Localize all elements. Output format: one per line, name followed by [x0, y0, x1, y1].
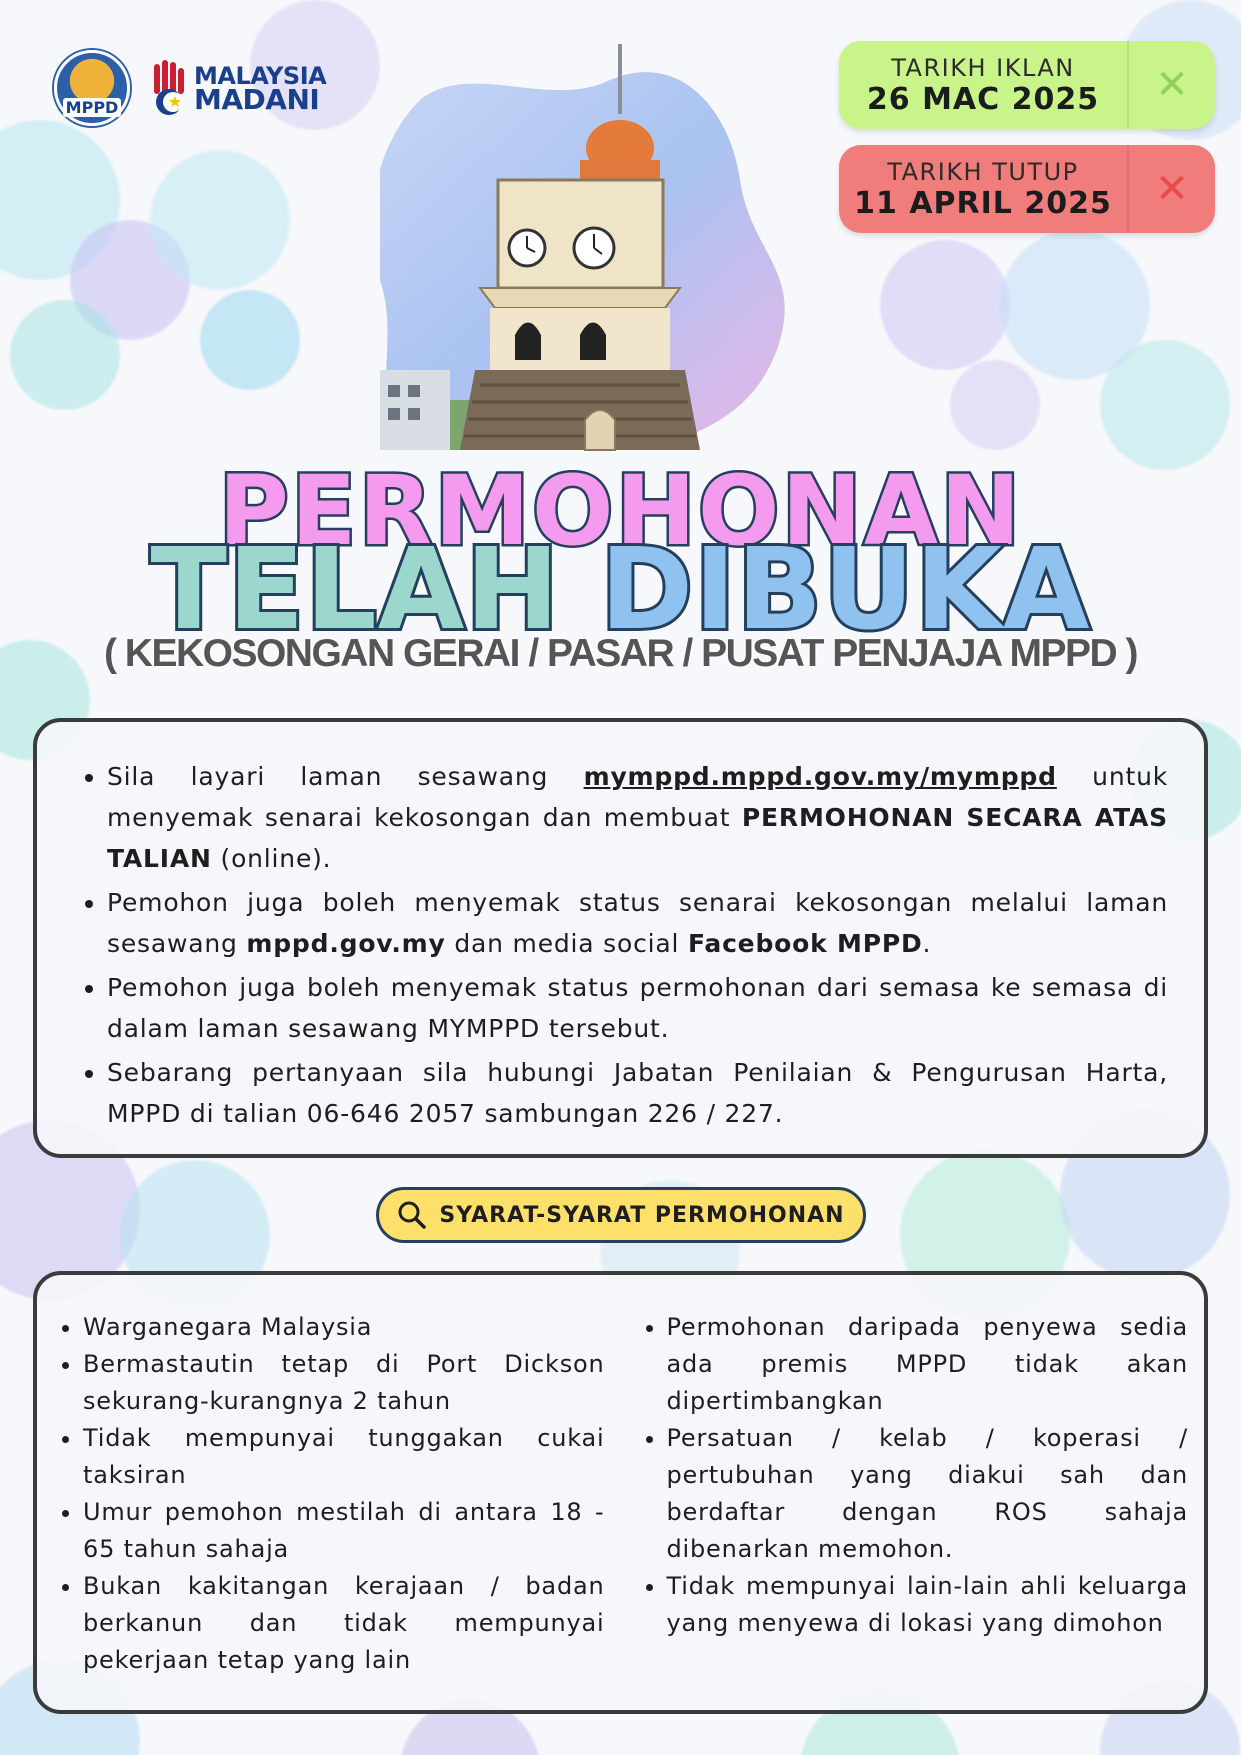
title-line1: PERMOHONAN [218, 455, 1023, 567]
requirement-item: • Persatuan / kelab / koperasi / pertubuhan yang diakui sah dan berdaftar dengan ROS sahaja dibenarkan memohon. [667, 1420, 1189, 1568]
requirement-item: • Tidak mempunyai tunggakan cukai taksiran [83, 1420, 605, 1494]
requirement-item: • Umur pemohon mestilah di antara 18 - 65 tahun sahaja [83, 1494, 605, 1568]
info-text: (online). [211, 844, 332, 873]
info-list [77, 756, 1168, 1134]
madani-mark-icon [150, 60, 188, 116]
search-icon [397, 1200, 427, 1230]
subtitle: ( KEKOSONGAN GERAI / PASAR / PUSAT PENJAJA MPPD ) [103, 632, 1138, 675]
advert-date-box [839, 41, 1215, 129]
info-item [107, 756, 1168, 879]
mppd-logo [54, 50, 130, 126]
madani-line2: MADANI [194, 83, 320, 116]
advert-date-label: TARIKH IKLAN [891, 53, 1075, 82]
requirements-panel [33, 1271, 1208, 1714]
info-item: • Sebarang pertanyaan sila hubungi Jabatan Penilaian & Pengurusan Harta, MPPD di talian 06-646 2057 sambungan 226 / 227. [107, 1052, 1168, 1134]
requirements-heading [376, 1187, 866, 1243]
madani-line1: MALAYSIA [194, 62, 327, 90]
close-icon: ✕ [1127, 145, 1215, 233]
clock-tower-image [380, 40, 880, 470]
title-line2-a: TELAH [150, 525, 561, 655]
requirement-item: • Tidak mempunyai lain-lain ahli keluarga yang menyewa di lokasi yang dimohon [667, 1568, 1189, 1642]
requirement-item: • Warganegara Malaysia [83, 1309, 605, 1346]
closing-date-value: 11 APRIL 2025 [854, 185, 1112, 221]
close-icon: ✕ [1127, 41, 1215, 129]
info-item: • Pemohon juga boleh menyemak status permohonan dari semasa ke semasa di dalam laman sesawang MYMPPD tersebut. [107, 967, 1168, 1049]
malaysia-madani-logo [150, 60, 326, 116]
requirement-item: • Permohonan daripada penyewa sedia ada premis MPPD tidak akan dipertimbangkan [667, 1309, 1189, 1420]
advert-date-value: 26 MAC 2025 [866, 81, 1100, 117]
closing-date-box [839, 145, 1215, 233]
requirements-left-list [57, 1309, 605, 1710]
requirement-item: • Bermastautin tetap di Port Dickson sekurang-kurangnya 2 tahun [83, 1346, 605, 1420]
mymppd-link[interactable]: mymppd.mppd.gov.my/mymppd [583, 762, 1057, 791]
info-bold-text: PERMOHONAN SECARA ATAS TALIAN [107, 803, 1168, 873]
info-item [107, 882, 1168, 964]
requirements-right-list [641, 1309, 1189, 1710]
facebook-mppd: Facebook MPPD [687, 929, 923, 958]
closing-date-label: TARIKH TUTUP [887, 157, 1079, 186]
info-panel [33, 718, 1208, 1158]
info-text: Sila layari laman sesawang [107, 762, 584, 791]
title-line2-b: DIBUKA [600, 525, 1091, 655]
info-text: dan media social [445, 929, 688, 958]
mppd-logo-text: MPPD [63, 98, 121, 117]
info-text: . [922, 929, 932, 958]
info-text: Pemohon juga boleh menyemak status senarai kekosongan melalui laman sesawang [107, 888, 1168, 958]
requirement-item: • Bukan kakitangan kerajaan / badan berkanun dan tidak mempunyai pekerjaan tetap yang lain [83, 1568, 605, 1679]
requirements-heading-label: SYARAT-SYARAT PERMOHONAN [439, 1202, 845, 1228]
logo-group [54, 50, 326, 126]
info-text: untuk menyemak senarai kekosongan dan membuat [107, 762, 1169, 832]
mppd-website: mppd.gov.my [246, 929, 446, 958]
